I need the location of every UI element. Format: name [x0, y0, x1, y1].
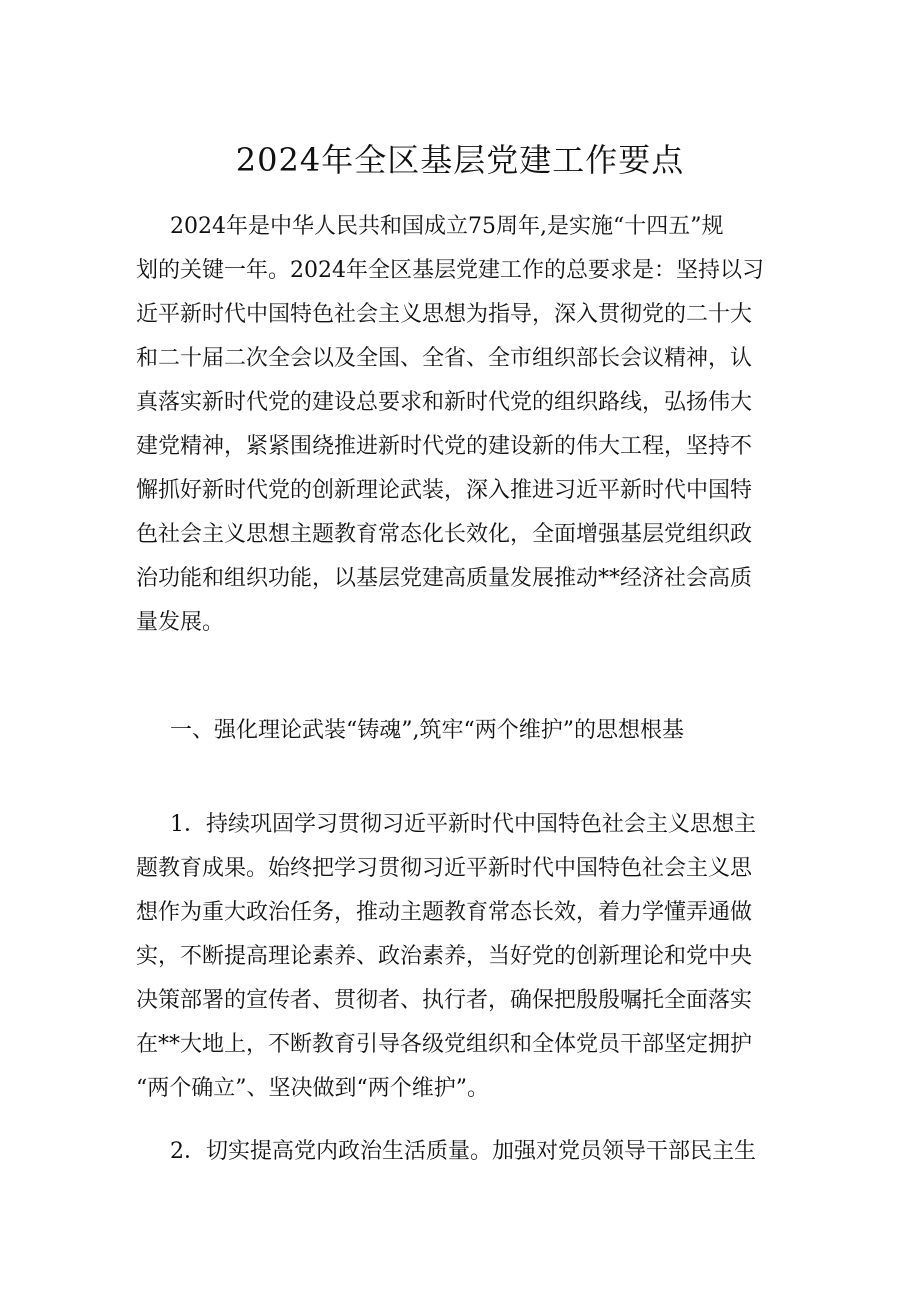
intro-line: 治功能和组织功能，以基层党建高质量发展推动**经济社会高质	[136, 566, 753, 591]
intro-line: 和二十届二次全会以及全国、全省、全市组织部长会议精神，认	[136, 346, 753, 371]
item-1-line: 决策部署的宣传者、贯彻者、执行者，确保把殷殷嘱托全面落实	[136, 988, 753, 1013]
document-title: 2024年全区基层党建工作要点	[235, 141, 685, 179]
intro-line: 真落实新时代党的建设总要求和新时代党的组织路线，弘扬伟大	[136, 390, 753, 415]
intro-line: 建党精神，紧紧围绕推进新时代党的建设新的伟大工程，坚持不	[136, 434, 753, 459]
intro-paragraph	[136, 205, 786, 645]
intro-line: 划的关键一年。2024年全区基层党建工作的总要求是：坚持以习	[136, 258, 764, 283]
intro-line: 近平新时代中国特色社会主义思想为指导，深入贯彻党的二十大	[136, 302, 753, 327]
item-1-line: 实，不断提高理论素养、政治素养，当好党的创新理论和党中央	[136, 944, 753, 969]
intro-line: 2024年是中华人民共和国成立75周年,是实施“十四五”规	[170, 214, 724, 239]
intro-line: 懈抓好新时代党的创新理论武装，深入推进习近平新时代中国特	[136, 478, 753, 503]
intro-line: 量发展。	[136, 610, 225, 635]
item-1-line: 想作为重大政治任务，推动主题教育常态长效，着力学懂弄通做	[136, 900, 753, 925]
intro-line: 色社会主义思想主题教育常态化长效化，全面增强基层党组织政	[136, 522, 753, 547]
item-1-line: 题教育成果。始终把学习贯彻习近平新时代中国特色社会主义思	[136, 856, 753, 881]
item-2-line: 2．切实提高党内政治生活质量。加强对党员领导干部民主生	[170, 1139, 756, 1164]
item-1-line: “两个确立”、坚决做到“两个维护”。	[136, 1076, 489, 1101]
item-2-paragraph	[136, 1130, 786, 1174]
item-1-line: 1．持续巩固学习贯彻习近平新时代中国特色社会主义思想主	[170, 812, 756, 837]
item-1-line: 在**大地上，不断教育引导各级党组织和全体党员干部坚定拥护	[136, 1032, 753, 1057]
section-heading: 一、强化理论武装“铸魂”,筑牢“两个维护”的思想根基	[170, 718, 684, 743]
item-1-paragraph	[136, 803, 786, 1111]
